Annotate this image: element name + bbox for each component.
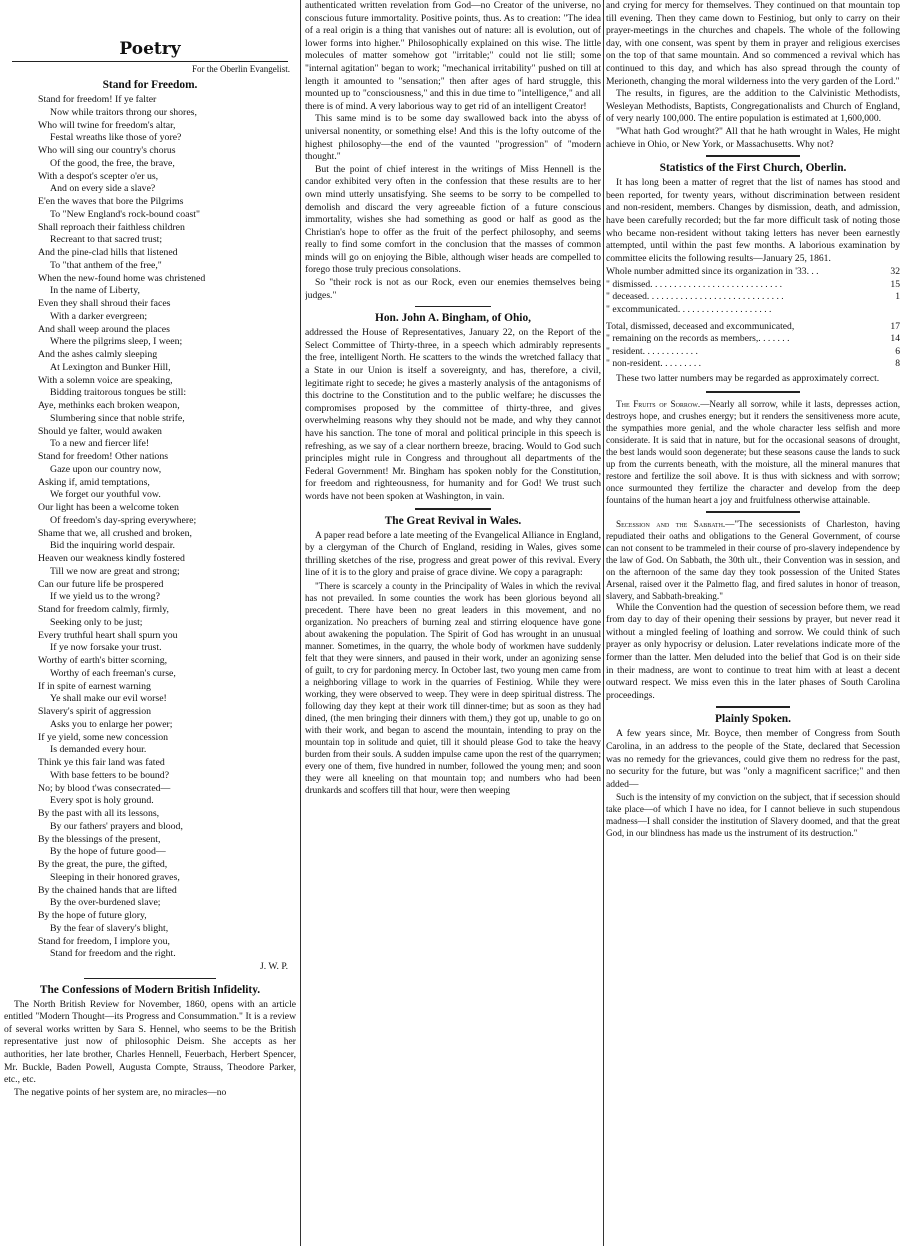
divider <box>415 306 491 307</box>
poem-line: E'en the waves that bore the Pilgrims <box>38 196 184 207</box>
article-quote: Such is the intensity of my conviction on the subject, that if secession should take place—of which I have no idea, for I cannot believe in such stupendous madness—I shall consider the institution of Slavery doomed, and that the great God, in our blindness has made us the instrument of its destruction." <box>606 792 900 839</box>
poem-line: And shall weep around the places <box>38 323 170 335</box>
poem-line: Stand for freedom! Other nations <box>38 451 169 462</box>
statistics-value: 17 <box>890 320 900 332</box>
statistics-label: " non-resident. . . . . . . . . <box>606 358 702 370</box>
article-paragraph: So "their rock is not as our Rock, even our enemies themselves being judges." <box>305 277 601 301</box>
divider <box>706 155 800 157</box>
poem-signature: J. W. P. <box>260 961 288 972</box>
divider <box>706 391 800 393</box>
statistics-value: 14 <box>890 333 900 345</box>
poem-line: By the fear of slavery's blight, <box>50 922 169 934</box>
statistics-value: 1 <box>895 291 900 303</box>
poem-line: And the pine-clad hills that listened <box>38 247 178 258</box>
article-paragraph: The results, in figures, are the addition to the Calvinistic Methodists, Wesleyan Methodists, Baptists, Congregationalists and Church of England, of very nearly 100,000. The entire population is estimated at 1,600,000. <box>606 88 900 125</box>
poem-line: In the name of Liberty, <box>50 285 140 297</box>
poem-line: By our fathers' prayers and blood, <box>50 820 183 832</box>
statistics-table-totals <box>606 321 900 371</box>
poem-line: Our light has been a welcome token <box>38 502 179 513</box>
poem-line: With a solemn voice are speaking, <box>38 374 173 386</box>
poem-line: Every spot is holy ground. <box>50 795 154 807</box>
poem-line: Worthy of each freeman's curse, <box>50 667 176 679</box>
statistics-row <box>606 333 900 346</box>
poem-line: Shall reproach their faithless children <box>38 221 185 233</box>
poem-line: Stand for freedom, I implore you, <box>38 935 170 947</box>
poem-line: Now while traitors throng our shores, <box>50 106 197 118</box>
statistics-value: 6 <box>895 345 900 357</box>
article-paragraph <box>606 518 900 602</box>
poem-line: By the hope of future good— <box>50 846 166 858</box>
article-paragraph: But the point of chief interest in the writings of Miss Hennell is the candor exhibited very often in the confession that these results are to her own mind utterly unsatisfying. She seems to be sorry to be compelled to demolish and discard the very agreeable fiction of a future conscious immortality, wishes she had something as good or half as good as the Christian's hope to offer as the fruit of the perfect philosophy, and seems really to find some comfort in the conclusion that the masses of common minds will go on enjoying the Bible, although wiser heads are compelled to forego those truly precious consolations. <box>305 163 601 276</box>
divider <box>12 61 288 62</box>
statistics-label: " dismissed. . . . . . . . . . . . . . . . . . . . . . . . . . . . <box>606 278 783 290</box>
poem-line: If ye now forsake your trust. <box>50 642 162 654</box>
article-title-revival: The Great Revival in Wales. <box>384 514 522 527</box>
article-paragraph: A paper read before a late meeting of the Evangelical Alliance in England, by a clergyman of the Church of England, residing in Wales, gives some thrilling sketches of the rise, progress and great power of this revival. Every line of it is to the glory and praise of grace divine. We copy a paragraph: <box>305 529 601 579</box>
statistics-row <box>606 291 900 304</box>
poem-line: To "that anthem of the free," <box>50 259 162 271</box>
article-title-bingham: Hon. John A. Bingham, of Ohio, <box>374 312 532 325</box>
paragraph-heading: The Fruits of Sorrow. <box>616 398 701 409</box>
poem-line: Aye, methinks each broken weapon, <box>38 400 180 411</box>
article-paragraph <box>606 398 900 506</box>
poem-line: By the great, the pure, the gifted, <box>38 859 168 870</box>
poem-line: Should ye falter, would awaken <box>38 425 162 437</box>
poem-line: Of the good, the free, the brave, <box>50 157 175 169</box>
poem-line: Worthy of earth's bitter scorning, <box>38 655 168 666</box>
article-paragraph: A few years since, Mr. Boyce, then member of Congress from South Carolina, in an address to the people of the State, declared that Secession was no remedy for the grievances, could give them no redress for the past, no security for the future, but was "only a magnificent sacrifice;" and then added— <box>606 728 900 790</box>
poem-line: Where the pilgrims sleep, I ween; <box>50 336 183 348</box>
poem-line: And the ashes calmly sleeping <box>38 349 158 360</box>
divider <box>415 508 491 510</box>
article-paragraph: and crying for mercy for themselves. They continued on that mountain top till evening. Then they came down to Festiniog, but only to carry on their prayer-meetings in the churches and chapels. The whole of the following day, with one consent, was spent by them in prayer and religious exercises on the top of that same mountain. And so commenced a revival which has continued to this day, and which has also spread through the county of Merioneth, changing the moral wilderness into the very garden of the Lord." <box>606 0 900 87</box>
paragraph-text: —Nearly all sorrow, while it lasts, depresses action, destroys hope, and crushes energy; but it renders the sensitiveness more acute, the sympathies more genial, and the whole character less selfish and more considerate. It is said that in nature, but for the occasional seasons of drought, the best lands would soon degenerate; but these seasons cause the lands to suck up from the currents beneath, with the moisture, all the mineral manures that restore and fertilize the soil above. It is thus with sickness and with sorrow; once surmounted they fertilize the character and develop from the deep fountains of the human heart a joy and fruitfulness otherwise attainable. <box>606 398 900 505</box>
poem-line: By the past with all its lessons, <box>38 808 160 819</box>
poem-line: Of freedom's day-spring everywhere; <box>50 514 197 526</box>
poem-line: When the new-found home was christened <box>38 272 206 284</box>
poem-line: By the blessings of the present, <box>38 833 161 845</box>
section-title-poetry: Poetry <box>119 39 181 59</box>
poem-line: By the chained hands that are lifted <box>38 884 177 896</box>
poem-line: Gaze upon our country now, <box>50 463 162 475</box>
poem-attribution: For the Oberlin Evangelist. <box>192 64 290 74</box>
column-2 <box>305 0 601 1246</box>
divider <box>706 511 800 513</box>
poem-line: Can our future life be prospered <box>38 578 164 590</box>
statistics-row <box>606 304 900 317</box>
poem-line: Think ye this fair land was fated <box>38 757 165 768</box>
poem-line: At Lexington and Bunker Hill, <box>50 361 171 373</box>
statistics-table <box>606 266 900 316</box>
statistics-value: 15 <box>890 278 900 290</box>
poem-line: Is demanded every hour. <box>50 744 147 756</box>
poem-line: Stand for freedom! If ye falter <box>38 94 157 105</box>
article-paragraph: It has long been a matter of regret that the list of names has stood and been reported, for twenty years, without discrimination between resident and non-resident, members. Changes by dismission, death, and admission, have been carefully recorded; but the far more difficult task of noting those who became non-resident without taking letters has never been earnestly attempted, until within the past few months. A laborious examination by committee elicits the following results—January 25, 1861. <box>606 177 900 264</box>
poem-line: Heaven our weakness kindly fostered <box>38 553 185 564</box>
poem-line: Seeking only to be just; <box>50 616 143 628</box>
article-title-infidelity: The Confessions of Modern British Infidelity. <box>39 983 261 996</box>
statistics-value <box>882 304 900 317</box>
article-paragraph: This same mind is to be some day swallowed back into the abyss of universal nonentity, or something else! And this is the lofty outcome of the highest philosophy—the end of the vaunted "progression" of "modern thought." <box>305 113 601 163</box>
statistics-row <box>606 279 900 292</box>
poem-line: Asks you to enlarge her power; <box>50 718 173 730</box>
statistics-row <box>606 266 900 279</box>
statistics-label: " excommunicated. . . . . . . . . . . . . . . . . . . . <box>606 304 772 316</box>
poem-line: Stand for freedom calmly, firmly, <box>38 604 169 615</box>
poem-line: With base fetters to be bound? <box>50 769 170 781</box>
poem-line: Till we now are great and strong; <box>50 565 180 577</box>
poem-line: We forget our youthful vow. <box>50 489 161 501</box>
poem-line: Bidding traitorous tongues be still: <box>50 387 187 399</box>
column-3 <box>606 0 900 1246</box>
statistics-label: Whole number admitted since its organization in '33. . . <box>606 266 819 278</box>
poem-line: With a despot's scepter o'er us, <box>38 170 159 182</box>
poem-line: Festal wreaths like those of yore? <box>50 132 182 144</box>
article-quote: "There is scarcely a county in the Principality of Wales in which the revival has not prevailed. In some counties the work has been glorious beyond all precedent. There have been no great leaders in this movement, and no organization. No preachers of burning zeal and stirring eloquence have gone about awakening the population. The Spirit of God has wrought in an unusual manner. Sometimes, in the quarry, the whole body of workmen have suddenly felt that they were sinners, and paused in their work, under an agonizing sense of guilt, to cry for pardoning mercy. In October last, two young men came from a neighboring village to work in the quarries of Festiniog. While they were working, they were observed to weep. They were in deep spiritual distress. The following day they kept at their work till dinner-time; but as soon as they had dined, (the men bringing their dinners with them,) they got up, unable to go on with their work, and began to ascend the mountain, intending to pray on the mountain top in solitude and quiet, till it should please God to take the heavy burden from their souls. A sudden impulse came upon the rest of the quarrymen; every one of them, five hundred in number, followed the young men; and soon they were all kneeling on that mountain top; and numbers who had been drunkards and scoffers till that hour, were then weeping <box>305 580 601 795</box>
poem-line: Stand for freedom and the right. <box>50 948 176 960</box>
poem-line: Shame that we, all crushed and broken, <box>38 527 192 539</box>
article-paragraph: authenticated written revelation from God—no Creator of the universe, no conscious future immortality. Positive points, thus. As to creation: "The idea of a real origin is a thing that vanishes out of nature: all is evolution, out of lower forms into higher." Philosophically explained on this wise. The little molecules of matter somehow got "irritable;" could not lie still; some "internal agitation" began to work; "mechanical irritability" pushed on till at length it amounted to "sensation;" then after ages of hard struggle, this mounted up to "consciousness," and this in due time to "intelligence," and all there is of mind. A very laborious way to get rid of an intelligent Creator! <box>305 0 601 112</box>
column-1 <box>4 0 296 1246</box>
statistics-value: 32 <box>890 266 900 278</box>
divider <box>84 978 216 979</box>
article-paragraph: The North British Review for November, 1860, opens with an article entitled "Modern Thought—its Progress and Consummation." It is a review of several works written by Sara S. Hennel, who seems to be the British representative just now of philosophic Deism. She accepts as her authorities, her late brother, Charles Hennell, Feuerbach, Herbert Spencer, Mr. Buckle, Baden Powell, Augusta Compte, Strauss, Theodore Parker, etc., etc. <box>4 998 296 1086</box>
poem-line: To a new and fiercer life! <box>50 438 150 450</box>
statistics-row <box>606 346 900 359</box>
poem-line: If in spite of earnest warning <box>38 680 151 692</box>
article-paragraph: The negative points of her system are, no miracles—no <box>14 1086 227 1098</box>
statistics-label: Total, dismissed, deceased and excommunicated, <box>606 320 795 332</box>
poem-title: Stand for Freedom. <box>102 79 198 91</box>
poem-body <box>4 94 296 961</box>
poem-line: And on every side a slave? <box>50 183 156 195</box>
poem-line: Even they shall shroud their faces <box>38 298 171 309</box>
statistics-row <box>606 358 900 371</box>
divider <box>716 706 790 708</box>
poem-line: Recreant to that sacred trust; <box>50 234 163 246</box>
article-paragraph: While the Convention had the question of secession before them, we read from day to day of their opening their sessions by prayer, but never read it without a mingled feeling of loathing and sorrow. We could think of such prayer as only hypocrisy or delusion. Later revelations indicate more of the former than the latter. Men deluded into the belief that God is on their side in their madness, are wont to continue to treat him with at least a decent outward respect. We miss even this in the later phases of South Carolina proceedings. <box>606 601 900 701</box>
article-paragraph: addressed the House of Representatives, January 22, on the Report of the Select Committee of Thirty-three, in a speech which admirably represents the free, intelligent North. He scatters to the winds the wretched fallacy that a State in our Union is itself a sovereignty, and has, therefore, a civil, legitimate right to secede; he gives a masterly analysis of the antagonisms of this doctrine to the Constitution and to the public welfare; he discusses the compromises proposed by the committee of thirty-three, and gives overwhelming reasons why they should not be made, and why they cannot have his sanction. The tone of moral and political principle in this speech is refreshing, as we say of a clear northern breeze, bracing. Would to God such principles might rule in Congress and throughout all departments of the Federal Government! Mr. Bingham has spoken nobly for the Constitution, for freedom and righteousness, for humanity and for God! We trust such words have not been spoken at Washington, in vain. <box>305 327 601 502</box>
poem-line: With a darker evergreen; <box>50 310 148 322</box>
statistics-value: 8 <box>895 358 900 370</box>
article-paragraph: These two latter numbers may be regarded as approximately correct. <box>616 373 880 385</box>
poem-line: Bid the inquiring world despair. <box>50 540 175 552</box>
article-title-statistics: Statistics of the First Church, Oberlin. <box>659 162 847 175</box>
poem-line: If we yield us to the wrong? <box>50 591 160 603</box>
statistics-row <box>606 321 900 334</box>
article-paragraph: "What hath God wrought?" All that he hath wrought in Wales, He might achieve in Ohio, or New York, or Massachusetts. Why not? <box>606 125 900 150</box>
poem-line: No; by blood t'was consecrated— <box>38 782 171 794</box>
poem-line: Who will twine for freedom's altar, <box>38 119 176 131</box>
poem-line: Every truthful heart shall spurn you <box>38 629 178 641</box>
statistics-label: " remaining on the records as members,. . . . . . . <box>606 333 790 345</box>
column-rule-1 <box>300 0 301 1246</box>
paragraph-text: —"The secessionists of Charleston, having repudiated their oaths and obligations to the General Government, of course can not consent to be trammeled in their course of pro-slavery independence by the law of God. On Sabbath, the 30th ult., their Convention was in session, and on the afternoon of the same day they took possession of the United States Arsenal, raised over it the Palmetto flag, and fired salutes in honor of treason, slavery, and Sabbath-breaking." <box>606 518 900 601</box>
poem-line: Ye shall make our evil worse! <box>50 693 167 705</box>
poem-line: If ye yield, some new concession <box>38 731 169 743</box>
poem-line: Asking if, amid temptations, <box>38 476 150 488</box>
poem-line: By the over-burdened slave; <box>50 897 161 909</box>
poem-line: Who will sing our country's chorus <box>38 145 176 156</box>
poem-line: Slavery's spirit of aggression <box>38 706 152 717</box>
statistics-label: " deceased. . . . . . . . . . . . . . . . . . . . . . . . . . . . . <box>606 291 784 303</box>
poem-line: Slumbering since that noble strife, <box>50 412 185 424</box>
article-title-plainly-spoken: Plainly Spoken. <box>715 713 791 726</box>
poem-line: By the hope of future glory, <box>38 910 147 921</box>
poem-line: Sleeping in their honored graves, <box>50 871 180 883</box>
poem-line: To "New England's rock-bound coast" <box>50 208 201 220</box>
paragraph-heading: Secession and the Sabbath. <box>616 518 726 529</box>
column-rule-2 <box>603 0 604 1246</box>
statistics-label: " resident. . . . . . . . . . . . <box>606 345 698 357</box>
